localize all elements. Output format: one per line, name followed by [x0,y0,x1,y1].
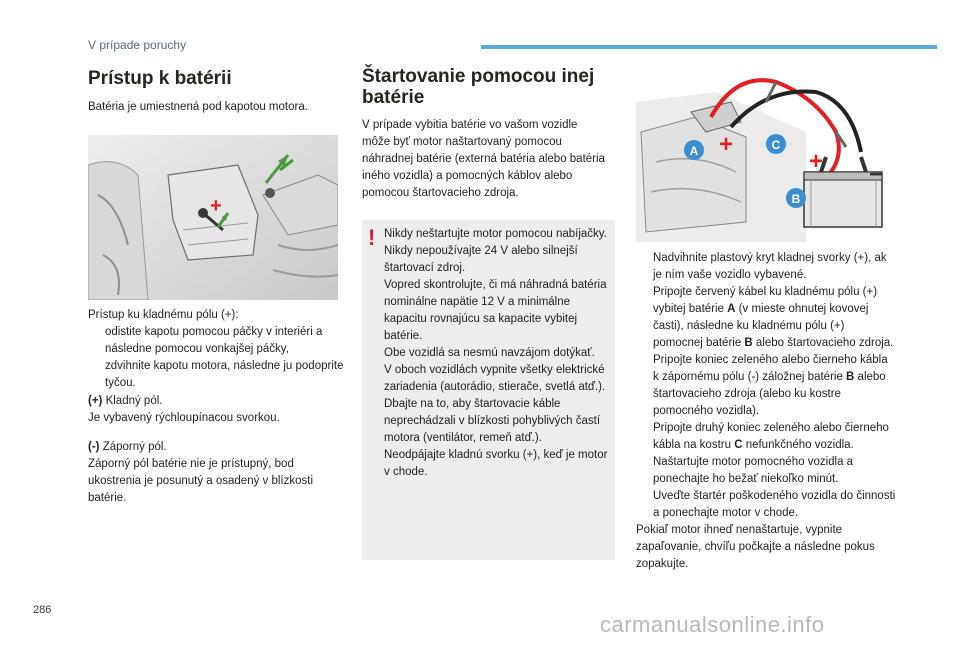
jump-start-steps [636,250,896,573]
positive-terminal-marker: + [210,195,222,217]
jump-start-title: Štartovanie pomocou inej batérie [362,66,595,108]
minus-sign-helper-battery: − [868,161,884,188]
label-c: C [771,138,781,152]
plus-sign-helper-battery: + [808,148,824,175]
battery-intro: Batéria je umiestnená pod kapotou motora. [88,101,308,113]
warning-icon: ! [368,225,376,250]
list-item: Pripojte červený kábel ku kladnému pólu (+) vybitej batérie A (v mieste ohnutej kovovej časti), následne ku kladnému pólu (+) pomocnej batérie B alebo štartovacieho zdroja. [653,286,894,349]
page-number: 286 [33,604,52,616]
access-bullet-list [88,324,348,392]
closing-note: Pokiaľ motor ihneď nenaštartuje, vypnite zapaľovanie, chvíľu počkajte a následne pokus zopakujte. [636,524,875,570]
jump-start-intro: V prípade vybitia batérie vo vašom vozidle môže byť motor naštartovaný pomocou náhradnej batérie (externá batéria alebo batéria iného vozidla) a pomocných káblov alebo pomocou štartovacieho zdroja. [362,119,605,199]
list-item: Pripojte druhý koniec zeleného alebo čierneho kábla na kostru C nefunkčného vozidla. [653,422,889,451]
warning-text: Nikdy neštartujte motor pomocou nabíjačky. Nikdy nepoužívajte 24 V alebo silnejší štartovací zdroj. Vopred skontrolujte, či má náhradná batéria nominálne napätie 12 V a minimálne kapacitu rovnajúcu sa kapacite vybitej batérie. Obe vozidlá sa nesmú navzájom dotýkať. V oboch vozidlách vypnite všetky elektrické zariadenia (autorádio, stierače, svetlá atď.). Dbajte na to, aby štartovacie káble neprechádzali v blízkosti pohyblivých častí motora (ventilátor, remeň atď.). Neodpájajte kladnú svorku (+), keď je motor v chode. [384,228,608,478]
engine-bay-illustration [88,135,338,300]
plus-sign-dead-battery: + [718,131,734,158]
header-accent-bar [481,45,937,49]
positive-pole-desc: Je vybavený rýchloupínacou svorkou. [88,412,280,424]
section-header: V prípade poruchy [88,38,187,52]
positive-access-label: Prístup ku kladnému pólu (+): [88,309,239,321]
battery-access-title: Prístup k batérii [88,68,232,89]
list-item: zdvihnite kapotu motora, následne ju podoprite tyčou. [105,360,344,389]
list-item: Nadvihnite plastový kryt kladnej svorky (+), ak je ním vaše vozidlo vybavené. [653,252,887,281]
negative-pole-desc: Záporný pól batérie nie je prístupný, bod ukostrenia je posunutý a osadený v blízkosti batérie. [88,458,314,504]
label-b: B [791,192,801,206]
jump-start-diagram [636,72,890,242]
negative-pole-note: (-) Záporný pól. [88,441,167,453]
label-a: A [689,144,699,158]
list-item: Pripojte koniec zeleného alebo čierneho kábla k zápornému pólu (-) záložnej batérie B alebo štartovacieho zdroja (alebo ku kostre pomocného vozidla). [653,354,888,417]
list-item: odistite kapotu pomocou páčky v interiéri a následne pomocou vonkajšej páčky, [105,326,323,355]
watermark: carmanualsonline.info [600,612,825,637]
list-item: Naštartujte motor pomocného vozidla a ponechajte ho bežať niekoľko minút. [653,456,854,485]
list-item: Uveďte štartér poškodeného vozidla do činnosti a ponechajte motor v chode. [653,490,896,519]
positive-pole-note: (+) Kladný pól. [88,395,163,407]
